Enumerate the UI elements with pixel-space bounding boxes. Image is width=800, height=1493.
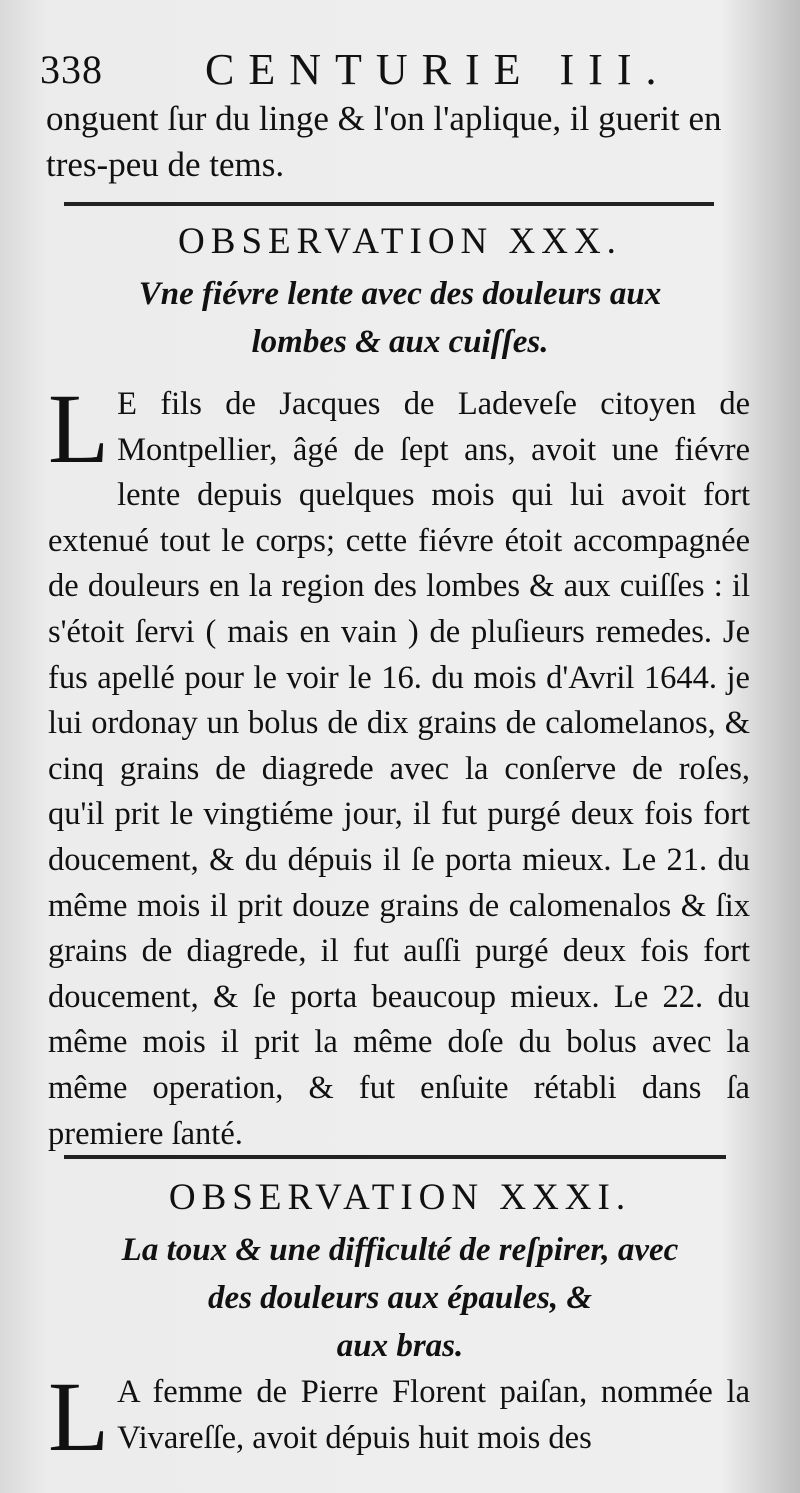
- running-title: CENTURIE III.: [205, 45, 671, 94]
- observation-text: A femme de Pierre Florent paiſan, nommée la Vivareſſe, avoit dépuis huit mois des: [117, 1374, 750, 1456]
- observation-body: [48, 1361, 750, 1472]
- observation-title-line: aux bras.: [336, 1328, 464, 1364]
- drop-cap: L: [48, 373, 110, 484]
- section-divider: [64, 202, 714, 206]
- section-divider: [64, 1155, 726, 1159]
- observation-body: [48, 373, 750, 1157]
- observation-title-line: La toux & une difficulté de reſpirer, avec: [121, 1232, 679, 1268]
- page-number: 338: [40, 47, 103, 92]
- observation-heading: OBSERVATION XXX.: [178, 221, 622, 262]
- observation-title-line: lombes & aux cuiſſes.: [251, 324, 549, 360]
- observation-heading: OBSERVATION XXXI.: [168, 1177, 632, 1218]
- continuation-text: onguent ſur du linge & l'on l'aplique, il guerit en tres-peu de tems.: [46, 99, 722, 184]
- observation-text: E fils de Jacques de Ladeveſe citoyen de Montpellier, âgé de ſept ans, avoit une fiévre lente depuis quelques mois qui lui avoit fort extenué tout le corps; cette fiévre étoit accompagnée de douleurs en la region des lombes & aux cuiſſes : il s'étoit ſervi ( mais en vain ) de pluſieurs remedes. Je fus apellé pour le voir le 16. du mois d'Avril 1644. je lui ordonay un bolus de dix grains de calomelanos, & cinq grains de diagrede avec la conſerve de roſes, qu'il prit le vingtiéme jour, il fut purgé deux fois fort doucement, & du dépuis il ſe porta mieux. Le 21. du même mois il prit douze grains de calomenalos & ſix grains de diagrede, il fut auſſi purgé deux fois fort doucement, & ſe porta beaucoup mieux. Le 22. du même mois il prit la même doſe du bolus avec la même operation, & fut enſuite rétabli dans ſa premiere ſanté.: [48, 386, 750, 1152]
- observation-title-line: Vne fiévre lente avec des douleurs aux: [138, 276, 662, 312]
- drop-cap: L: [48, 1361, 110, 1472]
- observation-title-line: des douleurs aux épaules, &: [207, 1280, 593, 1316]
- page-header: [40, 42, 760, 98]
